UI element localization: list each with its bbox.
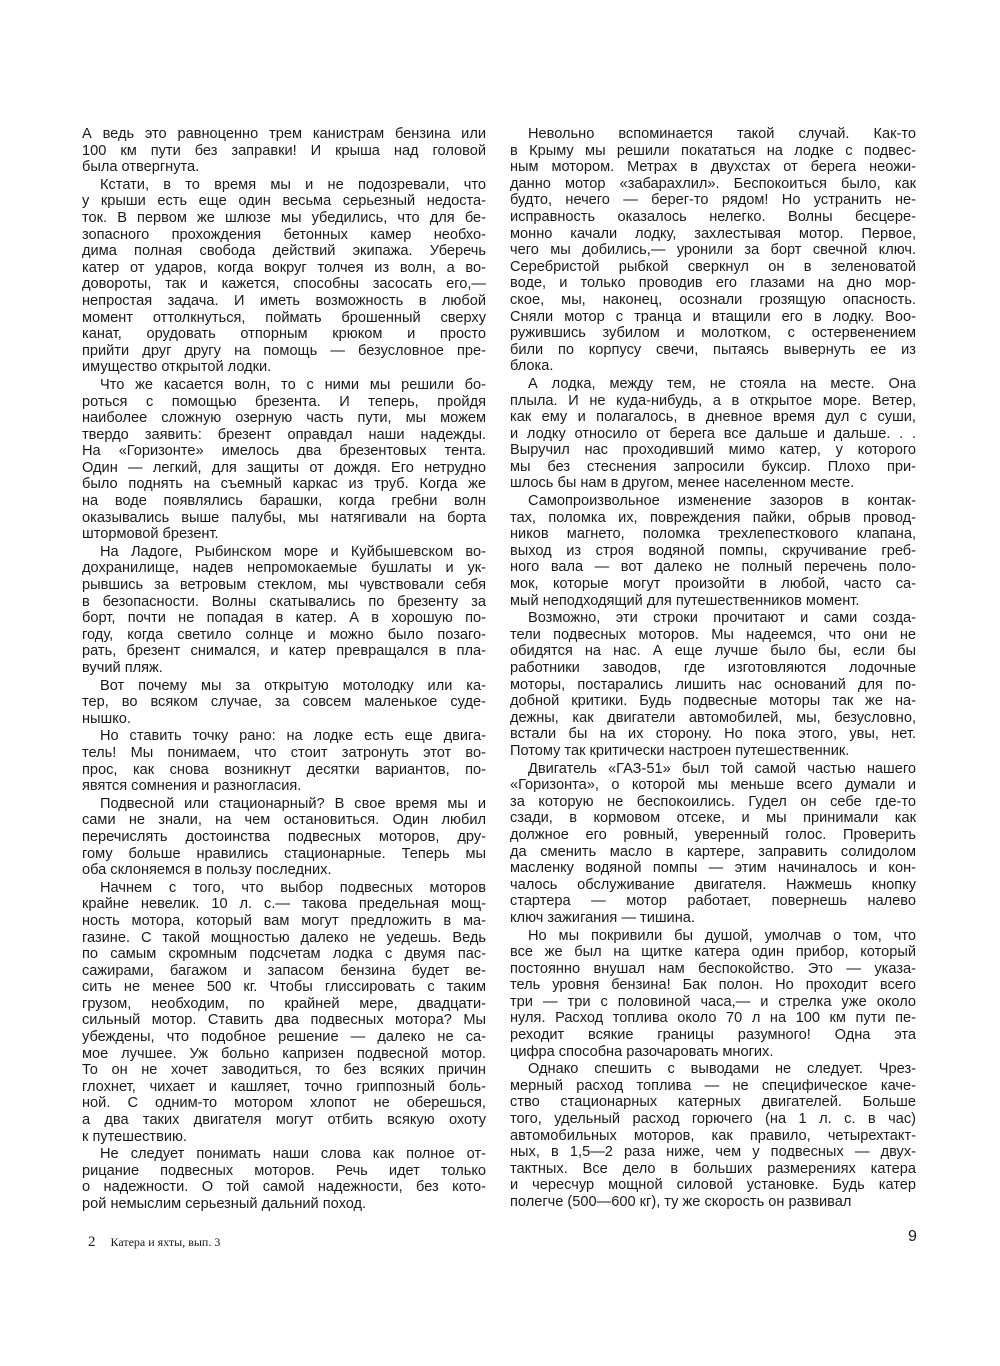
text-line: Но мы покривили бы душой, умолчав о том, что [528, 927, 916, 944]
paragraph [82, 678, 486, 728]
text-line: Выручил нас проходивший мимо катер, у которого [510, 442, 916, 459]
text-line: сильный мотор. Ставить два подвесных мотора? Мы [82, 1012, 486, 1029]
paragraph [82, 1146, 486, 1212]
paragraph [510, 493, 916, 609]
text-line: газине. С такой мощностью далеко не уедешь. Ведь [82, 929, 486, 946]
text-line: будто, нечего — берег-то рядом! Но устранить не- [510, 192, 916, 209]
text-line: в Крыму мы решили покататься на лодке с подвес- [510, 142, 916, 159]
text-line: роться с помощью брезента. И теперь, пройдя [82, 393, 486, 410]
text-line: дима полная свобода действий экипажа. Уберечь [82, 243, 486, 260]
text-line: в безопасности. Волны скатывались по брезенту за [82, 593, 486, 610]
text-line: дежны, как двигатели автомобилей, мы, безусловно, [510, 709, 916, 726]
text-line: по самым скромным подсчетам лодка с двумя пас- [82, 946, 486, 963]
text-line: наиболее сложную озерную часть пути, мы можем [82, 410, 486, 427]
text-line: тель уровня бензина! Бак полон. Но проходит всего [510, 977, 916, 994]
text-line: автомобильных моторов, как правило, четырехтакт- [510, 1127, 916, 1144]
text-line: катер от ударов, когда вокруг толчея из волн, а во- [82, 259, 486, 276]
text-line: тактных. Все дело в больших размерениях катера [510, 1160, 916, 1177]
text-line: ское, мы, наконец, осознали грозящую опасность. [510, 291, 916, 308]
text-line: оба склоняемся в пользу последних. [82, 862, 332, 879]
text-line: того, удельный расход горючего (на 1 л. с. в час) [510, 1111, 916, 1128]
text-line: работники заводов, где изготовляются лодочные [510, 660, 916, 676]
text-line: да сменить масло в картере, заправить солидолом [510, 843, 916, 860]
text-line: нуля. Расход топлива около 70 л на 100 км пути пе- [510, 1010, 916, 1027]
text-line: зопасного прохождения бетонных камер необхо- [82, 226, 486, 243]
text-line: твердо заявить: брезент оправдал наши надежды. [82, 426, 486, 443]
text-line: стартера — мотор работает, повернешь налево [510, 893, 916, 910]
text-line: монно качали лодку, захлестывая мотор. Первое, [510, 225, 916, 242]
text-line: Возможно, эти строки прочитают и сами созда- [528, 610, 916, 627]
text-line: На «Горизонте» имелось два брезентовых тента. [82, 443, 486, 460]
text-line: моторы, постарались лишить нас оснований для по- [510, 676, 916, 693]
text-line: Но ставить точку рано: на лодке есть еще двига- [100, 728, 486, 745]
text-line: оказывались выше палубы, мы натягивали на борта [82, 509, 486, 526]
text-line: А лодка, между тем, не стояла на месте. Она [528, 375, 916, 392]
text-line: мый неподходящий для путешественников момент. [510, 592, 860, 609]
text-line: тель! Мы понимаем, что стоит затронуть этот во- [82, 744, 486, 761]
text-line: к путешествию. [82, 1128, 187, 1145]
text-line: тах, поломка их, повреждения пайки, обрыв провод- [510, 509, 916, 526]
text-line: ного вала — вот далеко не полный перечень поло- [510, 559, 916, 576]
text-line: А ведь это равноценно трем канистрам бензина или [82, 126, 486, 142]
text-line: году, когда светило солнце и можно было позаго- [82, 626, 486, 643]
right-text-column [510, 126, 916, 1212]
text-line: блока. [510, 358, 554, 375]
paragraph [82, 377, 486, 543]
text-line: сами не знали, на чем остановиться. Один любил [82, 812, 486, 829]
text-line: ным мотором. Метрах в двухстах от берега неожи- [510, 159, 916, 176]
text-line: рицание подвесных моторов. Речь идет только [82, 1162, 486, 1179]
text-line: мое лучшее. Уж больно капризен подвесной мотор. [82, 1045, 486, 1062]
left-text-column [82, 126, 486, 1214]
text-line: Кстати, в то время мы и не подозревали, что [100, 176, 486, 193]
paragraph [82, 177, 486, 376]
paragraph [510, 126, 916, 375]
text-line: прийти друг другу на помощь — безусловное пре- [82, 342, 486, 359]
page-number: 9 [908, 1228, 917, 1245]
text-line: полегче (500—600 кг), ту же скорость он развивал [510, 1194, 852, 1210]
text-line: а два таких двигателя могут отбить всякую охоту [82, 1112, 486, 1129]
text-line: выход из строя водяной помпы, скручивание греб- [510, 542, 916, 559]
paragraph [510, 761, 916, 927]
text-line: Не следует понимать наши слова как полное от- [100, 1146, 486, 1163]
text-line: чего мы добились,— уронили за борт свечной ключ. [510, 242, 916, 259]
text-line: штормовой брезент. [82, 526, 219, 543]
text-line: обидятся на нас. А еще лучше было бы, если бы [510, 643, 916, 660]
text-line: дохранилище, надев непромокаемые бушлаты и ук- [82, 560, 486, 577]
text-line: встали бы на их сторону. Но пока этого, увы, нет. [510, 726, 916, 743]
text-line: Сняли мотор с транца и втащили его в лодку. Воо- [510, 308, 916, 325]
text-line: явятся сомнения и разногласия. [82, 778, 302, 795]
text-line: и лодку относило от берега все дальше и дальше. . . [510, 425, 916, 442]
text-line: имущество открытой лодки. [82, 359, 272, 376]
text-line: и чересчур мощной силовой установке. Будь катер [510, 1177, 916, 1194]
text-line: рать, брезент снимался, и катер превращался в пла- [82, 643, 486, 660]
text-line: Потому так критически настроен путешественник. [510, 742, 850, 759]
paragraph [82, 880, 486, 1146]
text-line: вучий пляж. [82, 660, 163, 676]
text-line: глохнет, чихает и кашляет, точно гриппозный боль- [82, 1078, 486, 1095]
text-line: ников магнето, поломка трехлепесткового клапана, [510, 526, 916, 543]
text-line: момент оттолкнуться, поймать брошенный сверху [82, 309, 486, 326]
text-line: мы без стеснения запросили буксир. Плохо при- [510, 458, 916, 475]
text-line: непростая задача. И иметь возможность в любой [82, 292, 486, 309]
text-line: Подвесной или стационарный? В свое время мы и [100, 795, 486, 812]
text-line: добной критики. Будь подвесные моторы так же на- [510, 693, 916, 710]
text-line: все же был на щитке катера один прибор, который [510, 944, 916, 961]
text-line: сажирами, багажом и запасом бензина будет ве- [82, 962, 486, 979]
text-line: ток. В первом же шлюзе мы убедились, что для бе- [82, 209, 486, 226]
text-line: сзади, в кормовом отсеке, и мы принимали как [510, 810, 916, 827]
text-line: воде, и только проводив его глазами на дно мор- [510, 275, 916, 292]
text-line: тер, во всяком случае, за совсем маленькое суде- [82, 694, 486, 711]
text-line: исправность оказалось нелегко. Волны бесцере- [510, 208, 916, 225]
text-line: Самопроизвольное изменение зазоров в контак- [528, 493, 916, 510]
publication-name: Катера и яхты, вып. 3 [110, 1235, 221, 1249]
text-line: довороты, так и кажется, способны засосать его,— [82, 276, 486, 293]
text-line: Серебристой рыбкой сверкнул он в зеленоватой [510, 258, 916, 275]
text-line: рывшись за ветровым стеклом, мы чувствовали себя [82, 577, 486, 594]
text-line: борт, почти не попадая в катер. А в хорошую по- [82, 610, 486, 627]
text-line: били по корпусу свечи, пытаясь вывернуть ее из [510, 341, 916, 358]
text-line: на воде появлялись барашки, когда гребни волн [82, 493, 486, 510]
text-line: ность мотора, который вам могут предложить в ма- [82, 912, 486, 929]
text-line: шлось бы нам в другом, менее населенном месте. [510, 475, 855, 492]
text-line: перечислять достоинства подвесных моторов, дру- [82, 828, 486, 845]
text-line: Что же касается волн, то с ними мы решили бо- [100, 376, 486, 393]
text-line: чалось обслуживание двигателя. Нажмешь кнопку [510, 876, 916, 893]
paragraph [82, 796, 486, 879]
text-line: прос, как снова возникнут десятки вариантов, по- [82, 761, 486, 778]
text-line: ной. С одним-то мотором хлопот не оберешься, [82, 1095, 486, 1112]
text-line: ключ зажигания — тишина. [510, 909, 695, 926]
text-line: за которую не беспокоились. Гудел он себе где-то [510, 793, 916, 810]
text-line: три — три с половиной часа,— и стрелка уже около [510, 993, 916, 1010]
text-line: Начнем с того, что выбор подвесных моторов [100, 879, 486, 896]
text-line: Невольно вспоминается такой случай. Как-то [528, 126, 916, 142]
text-line: должное его ровный, уверенный голос. Проверить [510, 826, 916, 843]
text-line: было поднять на съемный каркас из труб. Когда же [82, 476, 486, 493]
text-line: «Горизонта», о которой мы меньше всего думали и [510, 777, 916, 794]
text-line: ружившись зубилом и молотком, с остервенением [510, 325, 916, 342]
text-line: убеждены, что подобное решение — далеко не са- [82, 1029, 486, 1046]
text-line: плыла. И не куда-нибудь, а в открытое море. Ветер, [510, 392, 916, 409]
text-line: о надежности. О той самой надежности, без кото- [82, 1179, 486, 1196]
text-line: реходит всякие границы разумного! Одна эта [510, 1027, 916, 1044]
text-line: масленку водяной помпы — этим начиналось и кон- [510, 860, 916, 877]
text-line: Однако спешить с выводами не следует. Чрез- [528, 1061, 916, 1078]
text-line: На Ладоге, Рыбинском море и Куйбышевском во- [100, 543, 486, 560]
text-line: крайне невелик. 10 л. с.— такова предельная мощ- [82, 896, 486, 913]
text-line: гому больше нравились стационарные. Теперь мы [82, 845, 486, 862]
text-line: мок, которые могут произойти в любой, часто са- [510, 576, 916, 593]
signature-footer [88, 1234, 220, 1250]
text-line: рой немыслим серьезный дальний поход. [82, 1196, 367, 1212]
text-line: ство стационарных катерных двигателей. Больше [510, 1094, 916, 1111]
text-line: сить не менее 500 кг. Чтобы глиссировать с таким [82, 979, 486, 996]
text-line: цифра способна разочаровать многих. [510, 1043, 774, 1060]
text-line: То он не хочет заводиться, то без всяких причин [82, 1062, 486, 1079]
text-line: постоянно внушал нам беспокойство. Это — указа- [510, 960, 916, 977]
signature-number: 2 [88, 1234, 96, 1250]
paragraph [510, 928, 916, 1061]
paragraph [510, 1061, 916, 1210]
text-line: тели подвесных моторов. Мы надеемся, что они не [510, 626, 916, 643]
text-line: Вот почему мы за открытую мотолодку или ка- [100, 677, 486, 694]
text-line: Двигатель «ГАЗ-51» был той самой частью нашего [528, 760, 916, 777]
text-line: была отвергнута. [82, 159, 200, 176]
text-line: 100 км пути без заправки! И крыша над головой [82, 142, 486, 159]
text-line: ных, в 1,5—2 раза ниже, чем у подвесных — двух- [510, 1144, 916, 1161]
text-line: мерный расход топлива — не специфическое каче- [510, 1077, 916, 1094]
paragraph [82, 126, 486, 176]
paragraph [82, 544, 486, 677]
text-line: у крыши есть еще один весьма серьезный недоста- [82, 193, 486, 210]
text-line: нышко. [82, 710, 131, 727]
text-line: канат, орудовать отпорным крюком и просто [82, 326, 486, 343]
text-line: грузом, необходим, по крайней мере, двадцати- [82, 995, 486, 1012]
paragraph [82, 728, 486, 794]
text-line: как ему и полагалось, в дневное время дул с суши, [510, 409, 916, 426]
text-line: Один — легкий, для защиты от дождя. Его нетрудно [82, 459, 486, 476]
text-line: данно мотор «забарахлил». Беспокоиться было, как [510, 175, 916, 192]
paragraph [510, 376, 916, 492]
paragraph [510, 610, 916, 759]
